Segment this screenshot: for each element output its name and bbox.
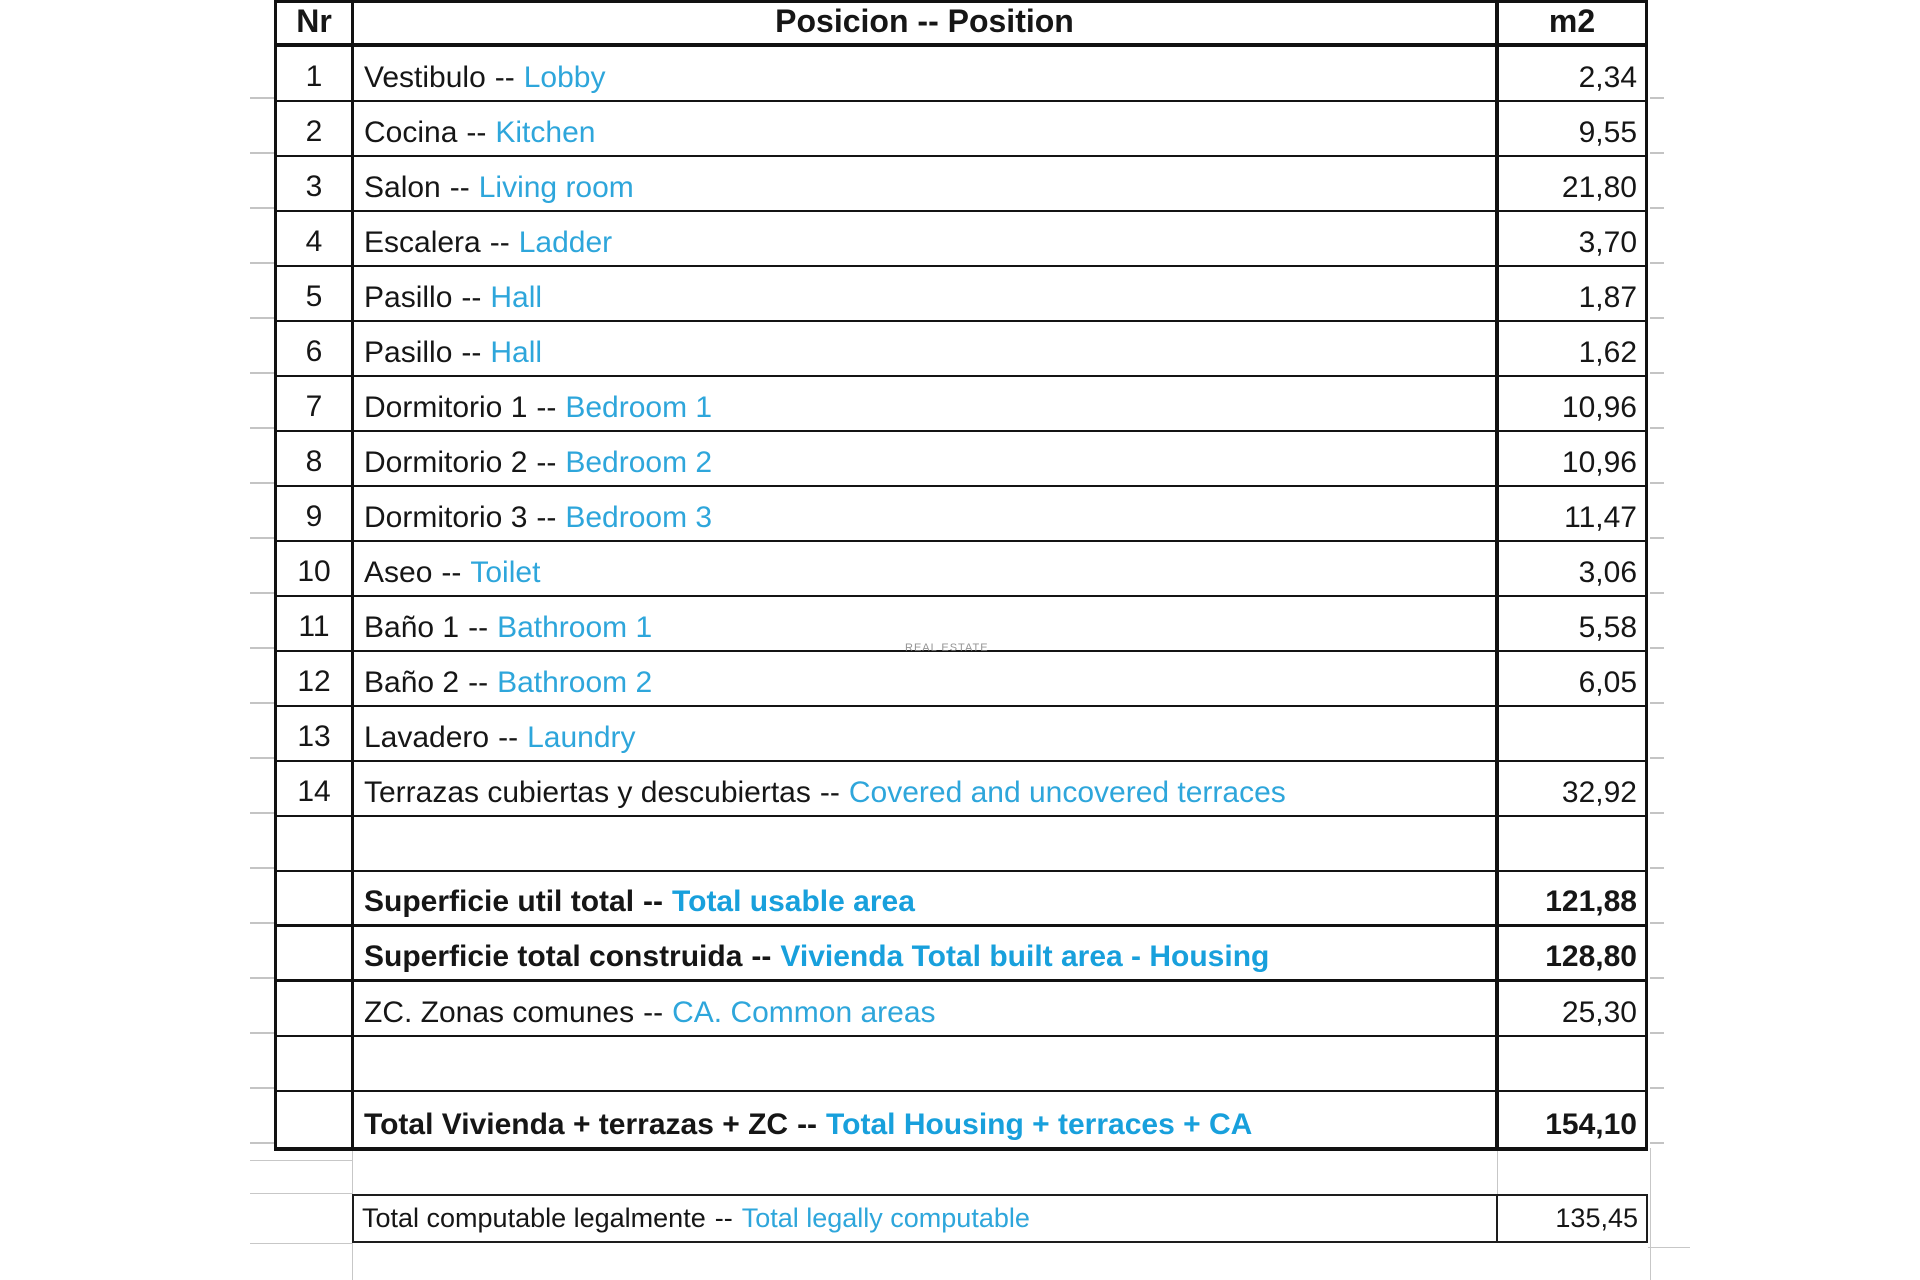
position-cell	[354, 927, 1495, 979]
position-en: CA. Common areas	[672, 995, 936, 1029]
position-es: Pasillo	[364, 335, 453, 369]
position-en: Toilet	[470, 555, 541, 589]
area-cell	[1495, 707, 1645, 760]
gridline-stub	[250, 1193, 352, 1194]
separator: --	[536, 445, 557, 479]
area-cell: 32,92	[1495, 762, 1645, 815]
area-cell: 10,96	[1495, 432, 1645, 485]
position-cell	[354, 762, 1495, 815]
position-en: Covered and uncovered terraces	[848, 775, 1286, 809]
area-cell: 21,80	[1495, 157, 1645, 210]
row-number: 12	[277, 652, 354, 705]
separator: --	[494, 60, 515, 94]
table-row	[277, 322, 1645, 377]
position-es: Vestibulo	[364, 60, 486, 94]
position-es: Cocina	[364, 115, 458, 149]
position-es: Dormitorio 3	[364, 500, 528, 534]
position-en: Bathroom 1	[497, 610, 653, 644]
table-row	[277, 212, 1645, 267]
row-number: 8	[277, 432, 354, 485]
table-row	[277, 542, 1645, 597]
row-number: 4	[277, 212, 354, 265]
position-es: Total Vivienda + terrazas + ZC	[364, 1107, 789, 1141]
separator: --	[751, 939, 772, 973]
gridline-stub	[1497, 1148, 1498, 1194]
separator: --	[441, 555, 462, 589]
summary-row-usable-area	[277, 872, 1645, 927]
position-cell	[354, 1196, 1496, 1241]
spacer-row	[277, 817, 1645, 872]
position-cell	[354, 157, 1495, 210]
watermark-text: REAL ESTATE	[905, 642, 989, 654]
position-en: Total legally computable	[741, 1202, 1030, 1233]
position-es: Dormitorio 2	[364, 445, 528, 479]
table-header-row	[277, 3, 1645, 47]
total-row	[277, 1092, 1645, 1147]
empty-cell	[277, 872, 354, 924]
table-row	[277, 157, 1645, 212]
separator: --	[536, 390, 557, 424]
area-cell: 11,47	[1495, 487, 1645, 540]
row-number: 7	[277, 377, 354, 430]
row-number: 6	[277, 322, 354, 375]
table-row	[277, 377, 1645, 432]
position-en: Bedroom 3	[565, 500, 713, 534]
position-es: Superficie util total	[364, 884, 635, 918]
area-cell: 128,80	[1495, 927, 1645, 979]
position-es: Aseo	[364, 555, 433, 589]
row-number: 3	[277, 157, 354, 210]
position-en: Hall	[490, 335, 543, 369]
position-cell	[354, 707, 1495, 760]
position-en: Vivienda Total built area - Housing	[780, 939, 1270, 973]
position-cell	[354, 982, 1495, 1035]
area-cell: 10,96	[1495, 377, 1645, 430]
position-cell	[354, 542, 1495, 595]
row-number: 2	[277, 102, 354, 155]
area-cell: 154,10	[1495, 1092, 1645, 1147]
empty-cell	[354, 817, 1495, 870]
gridline-stub	[1650, 1148, 1651, 1280]
gridline-stub	[1648, 1247, 1690, 1248]
area-cell: 25,30	[1495, 982, 1645, 1035]
position-es: Lavadero	[364, 720, 490, 754]
row-number: 13	[277, 707, 354, 760]
summary-row-common-areas	[277, 982, 1645, 1037]
empty-cell	[277, 817, 354, 870]
position-en: Bedroom 1	[565, 390, 713, 424]
header-m2: m2	[1495, 3, 1645, 43]
position-en: Hall	[490, 280, 543, 314]
table-row	[277, 102, 1645, 157]
position-cell	[354, 652, 1495, 705]
empty-cell	[354, 1037, 1495, 1090]
separator: --	[468, 610, 489, 644]
separator: --	[643, 884, 664, 918]
table-row	[277, 762, 1645, 817]
row-number: 5	[277, 267, 354, 320]
position-cell	[354, 102, 1495, 155]
separator: --	[468, 665, 489, 699]
area-cell: 1,62	[1495, 322, 1645, 375]
separator: --	[449, 170, 470, 204]
position-es: Superficie total construida	[364, 939, 743, 973]
position-cell	[354, 322, 1495, 375]
position-cell	[354, 267, 1495, 320]
table-row	[277, 47, 1645, 102]
position-cell	[354, 872, 1495, 924]
gridline-stub	[250, 1160, 352, 1161]
row-number: 11	[277, 597, 354, 650]
position-en: Total usable area	[672, 884, 915, 918]
summary-row-built-area	[277, 927, 1645, 982]
area-table	[274, 0, 1648, 1151]
separator: --	[536, 500, 557, 534]
separator: --	[797, 1107, 818, 1141]
area-cell: 2,34	[1495, 47, 1645, 100]
separator: --	[466, 115, 487, 149]
separator: --	[714, 1202, 733, 1233]
table-row	[277, 487, 1645, 542]
position-es: ZC. Zonas comunes	[364, 995, 635, 1029]
gridline-stub-right	[1650, 44, 1664, 1148]
position-es: Total computable legalmente	[362, 1202, 706, 1233]
row-number: 14	[277, 762, 354, 815]
row-number: 10	[277, 542, 354, 595]
area-cell: 6,05	[1495, 652, 1645, 705]
row-number: 9	[277, 487, 354, 540]
position-cell	[354, 377, 1495, 430]
position-en: Bedroom 2	[565, 445, 713, 479]
area-cell: 1,87	[1495, 267, 1645, 320]
separator: --	[643, 995, 664, 1029]
separator: --	[489, 225, 510, 259]
area-cell: 5,58	[1495, 597, 1645, 650]
area-cell: 3,06	[1495, 542, 1645, 595]
gridline-stub-left	[250, 44, 274, 1148]
position-cell	[354, 47, 1495, 100]
position-es: Terrazas cubiertas y descubiertas	[364, 775, 811, 809]
empty-cell	[277, 1092, 354, 1147]
area-cell: 9,55	[1495, 102, 1645, 155]
position-en: Ladder	[518, 225, 613, 259]
position-es: Escalera	[364, 225, 481, 259]
position-es: Baño 1	[364, 610, 460, 644]
position-es: Pasillo	[364, 280, 453, 314]
separator: --	[498, 720, 519, 754]
table-row	[277, 707, 1645, 762]
position-cell	[354, 1092, 1495, 1147]
spacer-row	[277, 1037, 1645, 1092]
empty-cell	[1495, 817, 1645, 870]
position-es: Baño 2	[364, 665, 460, 699]
position-en: Kitchen	[495, 115, 596, 149]
position-es: Dormitorio 1	[364, 390, 528, 424]
empty-cell	[277, 982, 354, 1035]
empty-cell	[277, 1037, 354, 1090]
row-number: 1	[277, 47, 354, 100]
header-position: Posicion -- Position	[775, 3, 1074, 40]
position-en: Total Housing + terraces + CA	[826, 1107, 1253, 1141]
position-cell	[354, 432, 1495, 485]
position-en: Living room	[478, 170, 634, 204]
empty-cell	[277, 927, 354, 979]
separator: --	[461, 335, 482, 369]
position-cell	[354, 212, 1495, 265]
position-en: Laundry	[527, 720, 636, 754]
position-cell	[354, 487, 1495, 540]
table-row	[277, 267, 1645, 322]
area-cell: 121,88	[1495, 872, 1645, 924]
position-en: Lobby	[523, 60, 606, 94]
area-cell: 3,70	[1495, 212, 1645, 265]
table-row	[277, 432, 1645, 487]
position-en: Bathroom 2	[497, 665, 653, 699]
area-cell: 135,45	[1496, 1196, 1646, 1241]
empty-cell	[1495, 1037, 1645, 1090]
separator: --	[461, 280, 482, 314]
legally-computable-row	[352, 1194, 1648, 1243]
table-row	[277, 652, 1645, 707]
separator: --	[819, 775, 840, 809]
position-es: Salon	[364, 170, 441, 204]
header-nr: Nr	[277, 3, 354, 43]
gridline-stub	[250, 1243, 352, 1244]
